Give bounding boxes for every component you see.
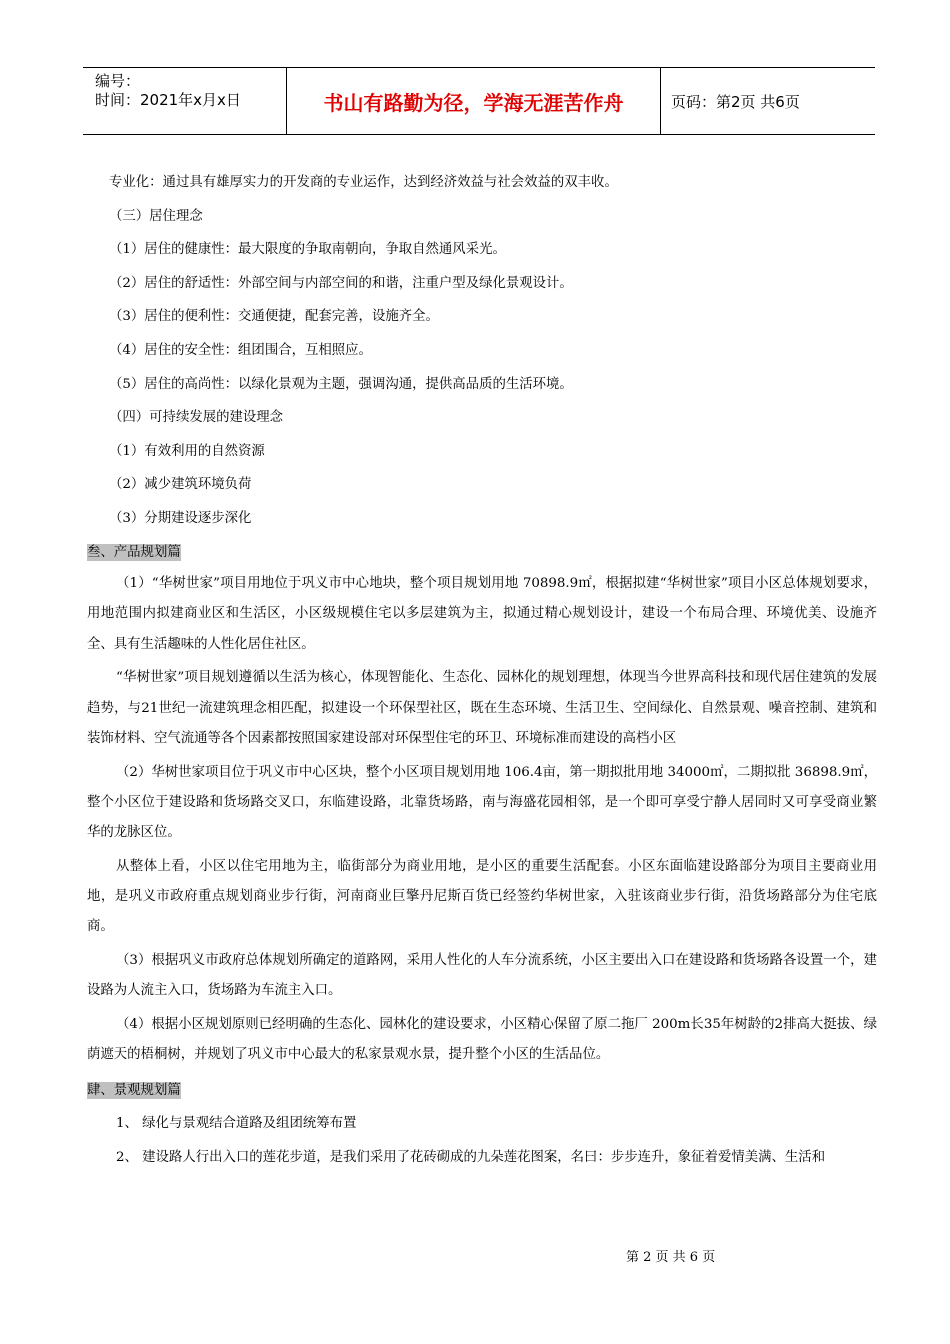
- page-footer: 第 2 页 共 6 页: [626, 1250, 716, 1265]
- list-item: （3）居住的便利性：交通便捷，配套完善，设施齐全。: [109, 309, 439, 325]
- document-body: [87, 166, 877, 1174]
- header-table: [83, 67, 875, 135]
- list-item: （5）居住的高尚性：以绿化景观为主题，强调沟通，提供高品质的生活环境。: [109, 376, 573, 392]
- paragraph: （2）华树世家项目位于巩义市中心区块，整个小区项目规划用地 106.4亩，第一期拟批用地 34000㎡，二期拟批 36898.9㎡，整个小区位于建设路和货场路交叉口，东临建设路，北靠货场路，南与海盛花园相邻，是一个即可享受宁静人居同时又可享受商业繁华的龙脉区位。: [87, 764, 877, 841]
- page-label: 页码：第2页 共6页: [671, 92, 800, 111]
- paragraph: 专业化：通过具有雄厚实力的开发商的专业运作，达到经济效益与社会效益的双丰收。: [109, 175, 618, 190]
- paragraph: “华树世家”项目规划遵循以生活为核心，体现智能化、生态化、园林化的规划理想，体现当今世界高科技和现代居住建筑的发展趋势，与21世纪一流建筑理念相匹配，拟建设一个环保型社区，既在生态环境、生活卫生、空间绿化、自然景观、噪音控制、建筑和装饰材料、空气流通等各个因素都按照国家建设部对环保型住宅的环卫、环境标准而建设的高档小区: [87, 670, 877, 746]
- part-heading: 肆、景观规划篇: [87, 1082, 181, 1098]
- section-heading: （四）可持续发展的建设理念: [109, 410, 284, 426]
- list-item: （2）减少建筑环境负荷: [109, 477, 252, 493]
- motto: 书山有路勤为径，学海无涯苦作舟: [287, 68, 661, 134]
- list-item: （1）有效利用的自然资源: [109, 443, 265, 459]
- paragraph: （3）根据巩义市政府总体规划所确定的道路网，采用人性化的人车分流系统，小区主要出入口在建设路和货场路各设置一个，建设路为人流主入口，货场路为车流主入口。: [87, 952, 877, 999]
- paragraph: 从整体上看，小区以住宅用地为主，临街部分为商业用地，是小区的重要生活配套。小区东面临建设路部分为项目主要商业用地，是巩义市政府重点规划商业步行街，河南商业巨擎丹尼斯百货已经签约华树世家，入驻该商业步行街，沿货场路部分为住宅底商。: [87, 858, 877, 935]
- list-item: 2、 建设路人行出入口的莲花步道，是我们采用了花砖砌成的九朵莲花图案，名曰：步步连升，象征着爱情美满、生活和: [116, 1149, 826, 1165]
- section-heading: （三）居住理念: [109, 208, 203, 224]
- list-item: （1）居住的健康性：最大限度的争取南朝向，争取自然通风采光。: [109, 242, 506, 258]
- number-label: 编号：: [95, 72, 141, 90]
- paragraph: （1）“华树世家”项目用地位于巩义市中心地块，整个项目规划用地 70898.9㎡，根据拟建“华树世家”项目小区总体规划要求，用地范围内拟建商业区和生活区，小区级规模住宅以多层建筑为主，拟通过精心规划设计，建设一个布局合理、环境优美、设施齐全、具有生活趣味的人性化居住社区。: [87, 576, 877, 652]
- list-item: 1、 绿化与景观结合道路及组团统筹布置: [116, 1116, 357, 1132]
- list-item: （2）居住的舒适性：外部空间与内部空间的和谐，注重户型及绿化景观设计。: [109, 275, 573, 291]
- list-item: （4）居住的安全性：组团围合，互相照应。: [109, 342, 372, 358]
- paragraph: （4）根据小区规划原则已经明确的生态化、园林化的建设要求，小区精心保留了原二拖厂 200m长35年树龄的2排高大挺拔、绿荫遮天的梧桐树，并规划了巩义市中心最大的私家景观水景，提升整个小区的生活品位。: [87, 1016, 877, 1063]
- time-label: 时间：2021年x月x日: [95, 91, 241, 109]
- header-meta: [83, 68, 287, 134]
- part-heading: 叁、产品规划篇: [87, 544, 181, 560]
- list-item: （3）分期建设逐步深化: [109, 510, 252, 526]
